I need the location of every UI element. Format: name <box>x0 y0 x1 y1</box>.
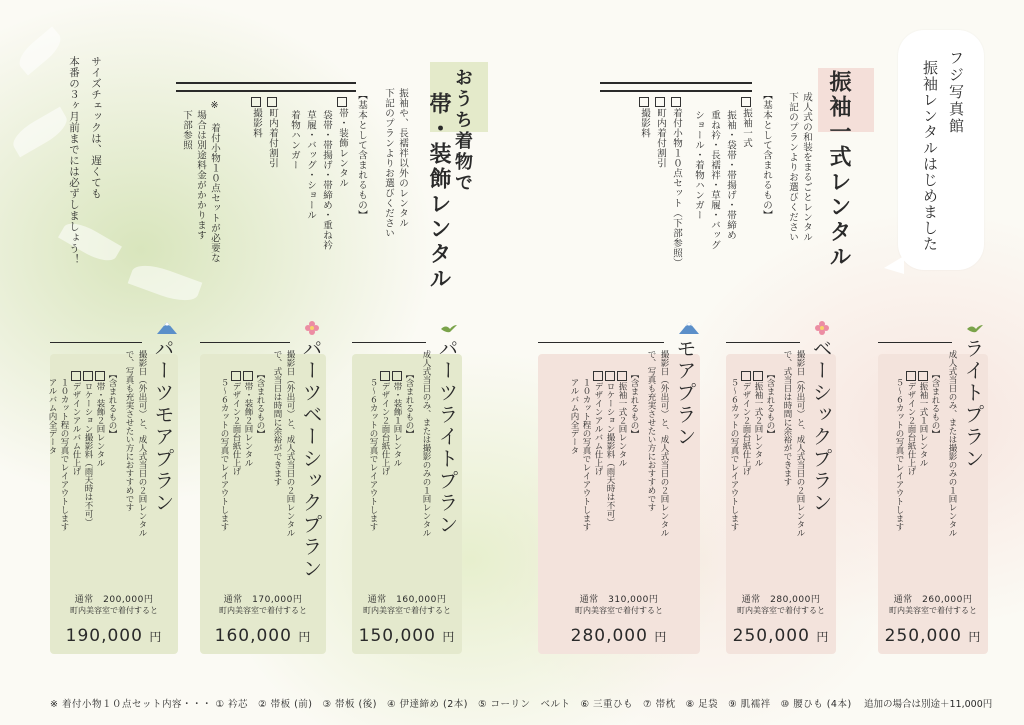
price-note: 町内美容室で着付すると <box>363 606 451 615</box>
plan-included-header: 【含まれるもの】 <box>255 370 265 438</box>
ouchi-item: 撮影料 <box>250 96 263 138</box>
plan-item: デザインアルバム仕上げ <box>70 370 82 476</box>
bubble-line1: フジ写真館 <box>947 50 965 135</box>
check-icon <box>593 371 603 381</box>
leaf-decoration <box>14 27 66 76</box>
plan-item: 帯・装飾１回レンタル <box>391 370 403 467</box>
ouchi-desc1: 振袖や、長襦袢以外のレンタル <box>397 88 408 228</box>
plan-sub: アルバム内全データ <box>569 378 579 455</box>
normal-price: 通常 260,000円 <box>893 595 973 605</box>
check-icon <box>267 97 277 107</box>
mountain-icon <box>678 320 700 339</box>
check-icon <box>741 371 751 381</box>
plan-desc: で、式当日は時間に余裕ができます <box>782 350 792 486</box>
check-icon <box>639 97 649 107</box>
ouchi-title1: おうち着物で <box>452 68 473 194</box>
divider <box>600 82 752 84</box>
furisode-item: 振袖一式 <box>740 96 753 148</box>
plan-included-header: 【含まれるもの】 <box>629 370 639 438</box>
furisode-title: 振袖一式レンタル <box>826 70 852 270</box>
divider <box>878 342 952 343</box>
check-icon <box>71 371 81 381</box>
plan-sub: １０カット程の写真でレイアウトします <box>581 378 591 531</box>
check-icon <box>95 371 105 381</box>
price-note: 町内美容室で着付すると <box>737 606 825 615</box>
divider <box>600 90 752 92</box>
plan-item: 帯・装飾２回レンタル <box>94 370 106 467</box>
check-icon <box>753 371 763 381</box>
flower-icon <box>304 320 320 340</box>
furisode-desc1: 成人式の和装をまるごとレンタル <box>801 92 812 242</box>
plan-title: パーツモアプラン <box>151 338 175 514</box>
plan-price-area <box>50 592 178 646</box>
check-icon <box>617 371 627 381</box>
swallow-icon <box>440 320 458 339</box>
plan-card <box>878 338 988 654</box>
plan-included-header: 【含まれるもの】 <box>404 370 414 438</box>
plan-sub: ５～６カットの写真でレイアウトします <box>894 378 904 531</box>
plan-item: 振袖一式２回レンタル <box>752 370 764 467</box>
plan-price-area <box>352 592 462 646</box>
ouchi-note1: ※ 着付小物１０点セットが必要な <box>209 100 220 263</box>
plan-included-header: 【含まれるもの】 <box>765 370 775 438</box>
price-note: 町内美容室で着付すると <box>889 606 977 615</box>
ouchi-included-header: 【基本として含まれるもの】 <box>356 90 367 220</box>
price-note: 町内美容室で着付すると <box>575 606 663 615</box>
ouchi-desc2: 下記のプランよりお選びください <box>383 88 394 238</box>
ouchi-item: 町内着付割引 <box>266 96 279 168</box>
plan-desc: で、写真も充実させたい方におすすめです <box>124 350 134 512</box>
plan-card <box>352 338 462 654</box>
furisode-items <box>628 96 754 266</box>
plan-card <box>726 338 836 654</box>
footer-extra-note: 追加の場合は別途＋11,000円 <box>864 699 993 710</box>
discount-price: 190,000 円 <box>65 626 163 646</box>
speech-bubble <box>898 30 984 270</box>
check-icon <box>231 371 241 381</box>
furisode-item: 振袖・袋帯・帯揚げ・帯締め <box>725 110 736 240</box>
footer-kit-contents: ※ 着付小物１０点セット内容・・・ ① 衿芯 ② 帯板 (前) ③ 帯板 (後) ④ 伊達締め (2本) ⑤ コーリン ベルト ⑥ 三重ひも ⑦ 帯枕 ⑧ 足袋 ⑨ 肌襦袢 ⑩ 腰ひも (4本) <box>50 699 852 710</box>
plan-card <box>538 338 700 654</box>
plan-desc: 成人式当日のみ、または撮影のみの１回レンタル <box>947 350 957 537</box>
discount-price: 250,000 円 <box>732 626 830 646</box>
normal-price: 通常 310,000円 <box>579 595 659 605</box>
furisode-item: 撮影料 <box>638 96 651 138</box>
furisode-item: 着付小物１０点セット（下部参照） <box>670 96 683 268</box>
plan-card <box>200 338 326 654</box>
plan-item: デザインアルバム仕上げ <box>592 370 604 476</box>
plan-desc: 撮影日（外出可）と、成人式当日の２回レンタル <box>659 350 669 537</box>
plan-item: デザイン２面台紙仕上げ <box>230 370 242 476</box>
plan-price-area <box>538 592 700 646</box>
plan-desc: で、写真も充実させたい方におすすめです <box>646 350 656 512</box>
plan-item: 帯・装飾２回レンタル <box>242 370 254 467</box>
plan-desc: 撮影日（外出可）と、成人式当日の２回レンタル <box>137 350 147 537</box>
divider <box>352 342 426 343</box>
plan-sub: アルバム内全データ <box>47 378 57 455</box>
normal-price: 通常 200,000円 <box>74 595 154 605</box>
check-icon <box>655 97 665 107</box>
furisode-desc2: 下記のプランよりお選びください <box>787 92 798 242</box>
plan-item: デザイン２面台紙仕上げ <box>905 370 917 476</box>
check-icon <box>243 371 253 381</box>
ouchi-note2: 場合は別途料金がかかります <box>195 110 206 240</box>
divider <box>726 342 800 343</box>
furisode-item: 町内着付割引 <box>654 96 667 168</box>
ouchi-item: 帯・装飾レンタル <box>336 96 349 188</box>
check-icon <box>605 371 615 381</box>
check-icon <box>380 371 390 381</box>
plan-title: ベーシックプラン <box>809 338 833 514</box>
plan-sub: １０カット程の写真でレイアウトします <box>59 378 69 531</box>
plan-item: 振袖一式２回レンタル <box>616 370 628 467</box>
plan-included-header: 【含まれるもの】 <box>930 370 940 438</box>
plan-included-header: 【含まれるもの】 <box>107 370 117 438</box>
bubble-line2: 振袖レンタルはじめました <box>921 60 939 252</box>
check-icon <box>392 371 402 381</box>
plan-item: デザイン２面台紙仕上げ <box>379 370 391 476</box>
discount-price: 160,000 円 <box>214 626 312 646</box>
check-icon <box>83 371 93 381</box>
furisode-item: ショール・着物ハンガー <box>693 110 704 220</box>
plan-title: パーツライトプラン <box>435 338 459 536</box>
plan-desc: 撮影日（外出可）と、成人式当日の２回レンタル <box>795 350 805 537</box>
ouchi-item: 袋帯・帯揚げ・帯締め・重ね衿 <box>321 110 332 250</box>
swallow-icon <box>966 320 984 339</box>
ouchi-items <box>230 96 350 266</box>
furisode-included-header: 【基本として含まれるもの】 <box>761 90 772 220</box>
leaf-decoration <box>8 107 72 158</box>
plan-desc: 撮影日（外出可）と、成人式当日の２回レンタル <box>285 350 295 537</box>
leaf-decoration <box>128 259 203 307</box>
plan-item: デザイン２面台紙仕上げ <box>740 370 752 476</box>
normal-price: 通常 160,000円 <box>367 595 447 605</box>
plan-title: パーツベーシックプラン <box>299 338 323 580</box>
plan-card <box>47 338 178 654</box>
plan-title: モアプラン <box>673 338 697 448</box>
check-icon <box>918 371 928 381</box>
normal-price: 通常 280,000円 <box>741 595 821 605</box>
plan-price-area <box>878 592 988 646</box>
check-icon <box>251 97 261 107</box>
mountain-icon <box>156 320 178 339</box>
plan-desc: 成人式当日のみ、または撮影のみの１回レンタル <box>421 350 431 537</box>
size-check-line2: 本番の３ヶ月前までには必ずしましょう！ <box>68 56 80 265</box>
plan-item: ロケーション撮影料（雨天時は不可） <box>604 370 616 527</box>
divider <box>50 342 142 343</box>
plan-item: 振袖一式１回レンタル <box>917 370 929 467</box>
divider <box>176 90 356 92</box>
divider <box>538 342 664 343</box>
divider <box>200 342 290 343</box>
discount-price: 280,000 円 <box>570 626 668 646</box>
ouchi-title2: 帯・装飾レンタル <box>426 92 452 292</box>
normal-price: 通常 170,000円 <box>223 595 303 605</box>
check-icon <box>337 97 347 107</box>
plan-sub: ５～６カットの写真でレイアウトします <box>219 378 229 531</box>
plan-item: ロケーション撮影料（雨天時は不可） <box>82 370 94 527</box>
divider <box>176 82 356 84</box>
ouchi-item: 草履・バッグ・ショール <box>305 110 316 220</box>
ouchi-note3: 下部参照 <box>181 110 192 150</box>
plan-price-area <box>200 592 326 646</box>
price-note: 町内美容室で着付すると <box>70 606 158 615</box>
price-note: 町内美容室で着付すると <box>219 606 307 615</box>
ouchi-item: 着物ハンガー <box>289 110 300 170</box>
furisode-item: 重ね衿・長襦袢・草履・バッグ <box>709 110 720 250</box>
plan-sub: ５～６カットの写真でレイアウトします <box>368 378 378 531</box>
plan-title: ライトプラン <box>961 338 985 470</box>
plan-price-area <box>726 592 836 646</box>
plan-desc: で、式当日は時間に余裕ができます <box>272 350 282 486</box>
check-icon <box>671 97 681 107</box>
discount-price: 250,000 円 <box>884 626 982 646</box>
flower-icon <box>814 320 830 340</box>
discount-price: 150,000 円 <box>358 626 456 646</box>
plan-sub: ５～６カットの写真でレイアウトします <box>729 378 739 531</box>
check-icon <box>906 371 916 381</box>
size-check-line1: サイズチェックは、遅くても <box>90 56 102 199</box>
check-icon <box>741 97 751 107</box>
